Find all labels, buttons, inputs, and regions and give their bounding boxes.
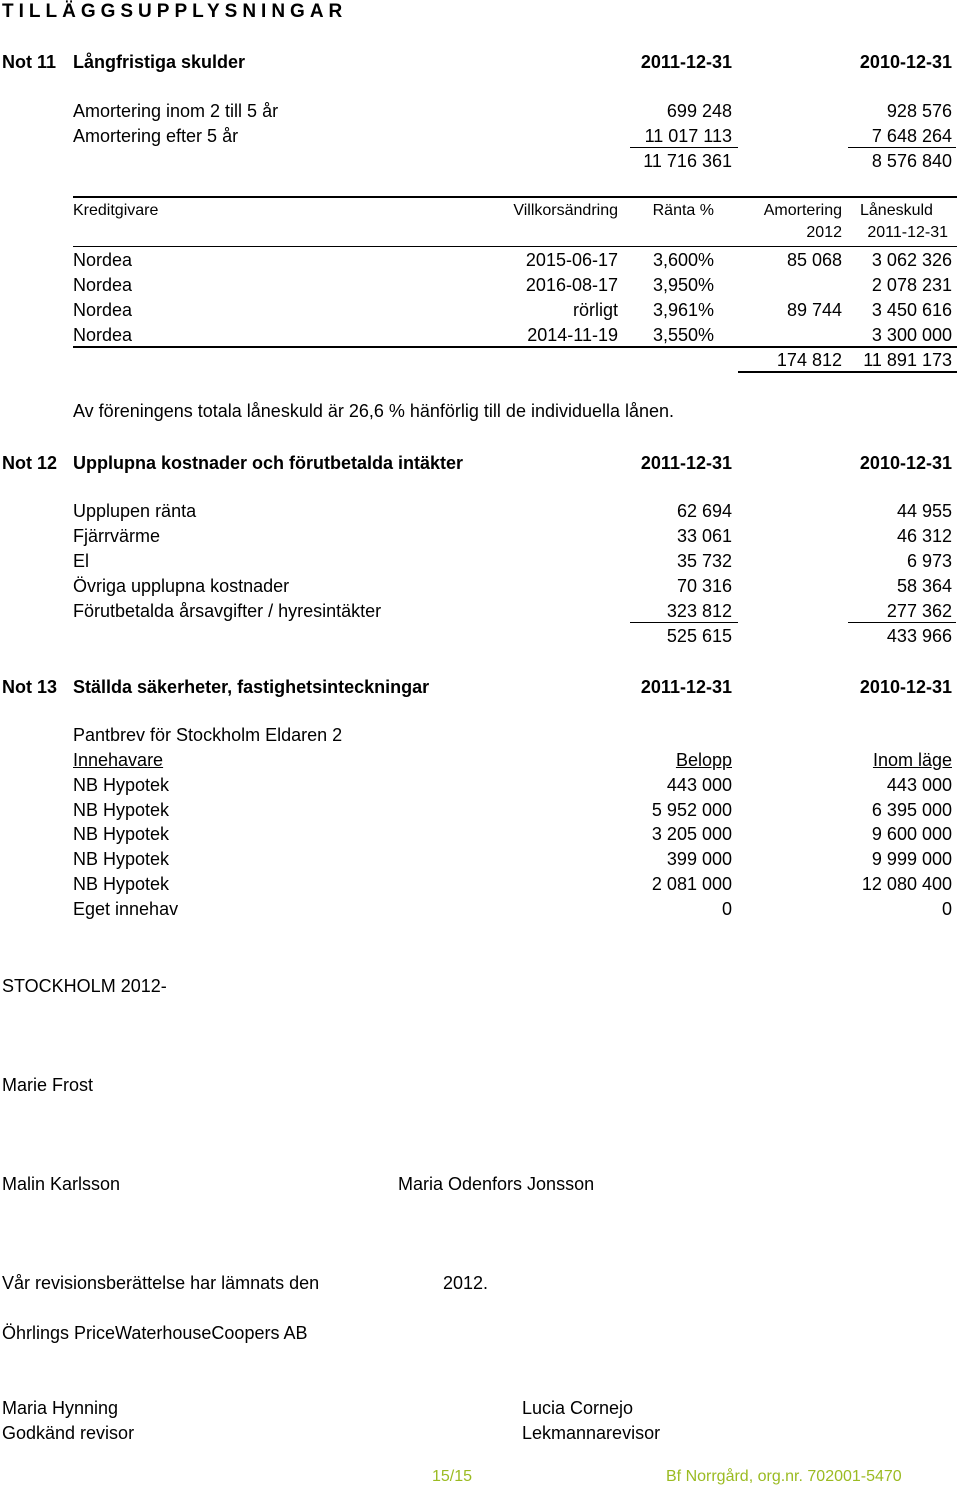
loan-debt: 3 300 000 — [871, 325, 952, 345]
not13-row-holder: NB Hypotek — [73, 824, 170, 844]
loan-header-debt: Låneskuld — [860, 202, 933, 219]
not13-row-within: 443 000 — [886, 775, 952, 795]
not11-row-v2: 928 576 — [886, 101, 952, 121]
not13-row-within: 6 395 000 — [871, 800, 952, 820]
not11-sum-line — [848, 147, 956, 148]
not11-total-v2: 8 576 840 — [871, 151, 952, 171]
not11-row-label: Amortering inom 2 till 5 år — [73, 101, 279, 121]
not11-total-v1: 11 716 361 — [643, 151, 732, 171]
not13-row-amount: 0 — [721, 899, 732, 919]
loan-terms: 2015-06-17 — [525, 250, 618, 270]
loan-table-header-rule — [73, 246, 957, 247]
not12-row-v1: 70 316 — [676, 576, 732, 596]
not13-header-within: Inom läge — [872, 750, 952, 770]
loan-rate: 3,961% — [652, 300, 714, 320]
not12-total-v2: 433 966 — [886, 626, 952, 646]
not12-row-v2: 46 312 — [896, 526, 952, 546]
not11-row-v2: 7 648 264 — [871, 126, 952, 146]
loan-rate: 3,600% — [652, 250, 714, 270]
loan-creditor: Nordea — [73, 250, 133, 270]
not11-label: Not 11 — [2, 52, 57, 72]
not12-row-label: Fjärrvärme — [73, 526, 161, 546]
not11-col2-header: 2010-12-31 — [859, 52, 952, 72]
auditor-name: Maria Hynning — [2, 1398, 119, 1418]
not11-row-v1: 699 248 — [666, 101, 732, 121]
loan-rate: 3,550% — [652, 325, 714, 345]
not13-row-amount: 2 081 000 — [651, 874, 732, 894]
not11-row-label: Amortering efter 5 år — [73, 126, 239, 146]
not13-row-within: 9 600 000 — [871, 824, 952, 844]
not12-row-v1: 33 061 — [676, 526, 732, 546]
loan-header-terms: Villkorsändring — [513, 202, 618, 219]
auditor-role: Lekmannarevisor — [522, 1423, 661, 1443]
loan-creditor: Nordea — [73, 275, 133, 295]
not11-note: Av föreningens totala låneskuld är 26,6 % hänförlig till de individuella lånen. — [73, 401, 675, 421]
not12-row-label: Förutbetalda årsavgifter / hyresintäkter — [73, 601, 382, 621]
not12-total-v1: 525 615 — [666, 626, 732, 646]
loan-table-bottom-rule — [738, 371, 957, 373]
audit-year: 2012. — [443, 1273, 489, 1293]
not12-row-v2: 58 364 — [896, 576, 952, 596]
loan-header-amort: Amortering — [763, 202, 842, 219]
not12-title: Upplupna kostnader och förutbetalda intäkter — [73, 453, 464, 473]
not13-row-within: 0 — [941, 899, 952, 919]
not13-row-holder: NB Hypotek — [73, 874, 170, 894]
footer-org: Bf Norrgård, org.nr. 702001-5470 — [666, 1468, 902, 1485]
not11-row-v1: 11 017 113 — [644, 126, 732, 146]
not13-title: Ställda säkerheter, fastighetsinteckningar — [73, 677, 430, 697]
loan-creditor: Nordea — [73, 300, 133, 320]
not11-col1-header: 2011-12-31 — [640, 52, 732, 72]
loan-table-total-rule — [73, 346, 957, 348]
loan-header-rate: Ränta % — [652, 202, 714, 219]
not13-col2-header: 2010-12-31 — [859, 677, 952, 697]
signature-place-date: STOCKHOLM 2012- — [2, 976, 167, 996]
not12-row-label: El — [73, 551, 90, 571]
loan-terms: 2014-11-19 — [527, 325, 618, 345]
signature-name: Marie Frost — [2, 1075, 94, 1095]
loan-creditor: Nordea — [73, 325, 133, 345]
not13-label: Not 13 — [2, 677, 58, 697]
not13-header-holder: Innehavare — [73, 750, 164, 770]
auditor-role: Godkänd revisor — [2, 1423, 135, 1443]
loan-rate: 3,950% — [652, 275, 714, 295]
audit-statement: Vår revisionsberättelse har lämnats den — [2, 1273, 320, 1293]
not12-col1-header: 2011-12-31 — [640, 453, 732, 473]
not12-row-label: Upplupen ränta — [73, 501, 197, 521]
not13-row-within: 12 080 400 — [861, 874, 952, 894]
not13-row-amount: 443 000 — [666, 775, 732, 795]
not12-row-v2: 44 955 — [896, 501, 952, 521]
not12-row-v2: 6 973 — [906, 551, 952, 571]
loan-terms: 2016-08-17 — [525, 275, 618, 295]
not12-sum-line — [630, 622, 738, 623]
not12-row-label: Övriga upplupna kostnader — [73, 576, 290, 596]
loan-amort: 89 744 — [786, 300, 842, 320]
loan-amort: 85 068 — [786, 250, 842, 270]
not13-row-amount: 5 952 000 — [651, 800, 732, 820]
not12-label: Not 12 — [2, 453, 58, 473]
loan-header-creditor: Kreditgivare — [73, 202, 159, 219]
not13-row-holder: NB Hypotek — [73, 800, 170, 820]
signature-name: Malin Karlsson — [2, 1174, 121, 1194]
not12-row-v1: 62 694 — [676, 501, 732, 521]
not12-row-v1: 323 812 — [666, 601, 732, 621]
not12-row-v2: 277 362 — [886, 601, 952, 621]
loan-header-debt-date: 2011-12-31 — [867, 224, 948, 241]
loan-total-amort: 174 812 — [776, 350, 842, 370]
not13-row-holder: NB Hypotek — [73, 849, 170, 869]
not13-row-holder: NB Hypotek — [73, 775, 170, 795]
auditor-name: Lucia Cornejo — [522, 1398, 634, 1418]
loan-debt: 3 062 326 — [871, 250, 952, 270]
loan-debt: 3 450 616 — [871, 300, 952, 320]
not12-sum-line — [848, 622, 956, 623]
not13-header-amount: Belopp — [675, 750, 732, 770]
not11-sum-line — [630, 147, 738, 148]
footer-page-number: 15/15 — [432, 1468, 473, 1485]
not13-subtitle: Pantbrev för Stockholm Eldaren 2 — [73, 725, 343, 745]
loan-table-top-rule — [73, 196, 957, 198]
page-title: TILLÄGGSUPPLYSNINGAR — [2, 1, 348, 22]
audit-firm: Öhrlings PriceWaterhouseCoopers AB — [2, 1323, 308, 1343]
not13-row-amount: 3 205 000 — [651, 824, 732, 844]
not13-row-holder: Eget innehav — [73, 899, 179, 919]
loan-debt: 2 078 231 — [871, 275, 952, 295]
not12-col2-header: 2010-12-31 — [859, 453, 952, 473]
not12-row-v1: 35 732 — [676, 551, 732, 571]
loan-total-debt: 11 891 173 — [863, 350, 952, 370]
not11-title: Långfristiga skulder — [73, 52, 246, 72]
not13-row-amount: 399 000 — [666, 849, 732, 869]
signature-name: Maria Odenfors Jonsson — [398, 1174, 595, 1194]
not13-col1-header: 2011-12-31 — [640, 677, 732, 697]
not13-row-within: 9 999 000 — [871, 849, 952, 869]
loan-header-amort-year: 2012 — [806, 224, 842, 241]
loan-terms: rörligt — [572, 300, 618, 320]
